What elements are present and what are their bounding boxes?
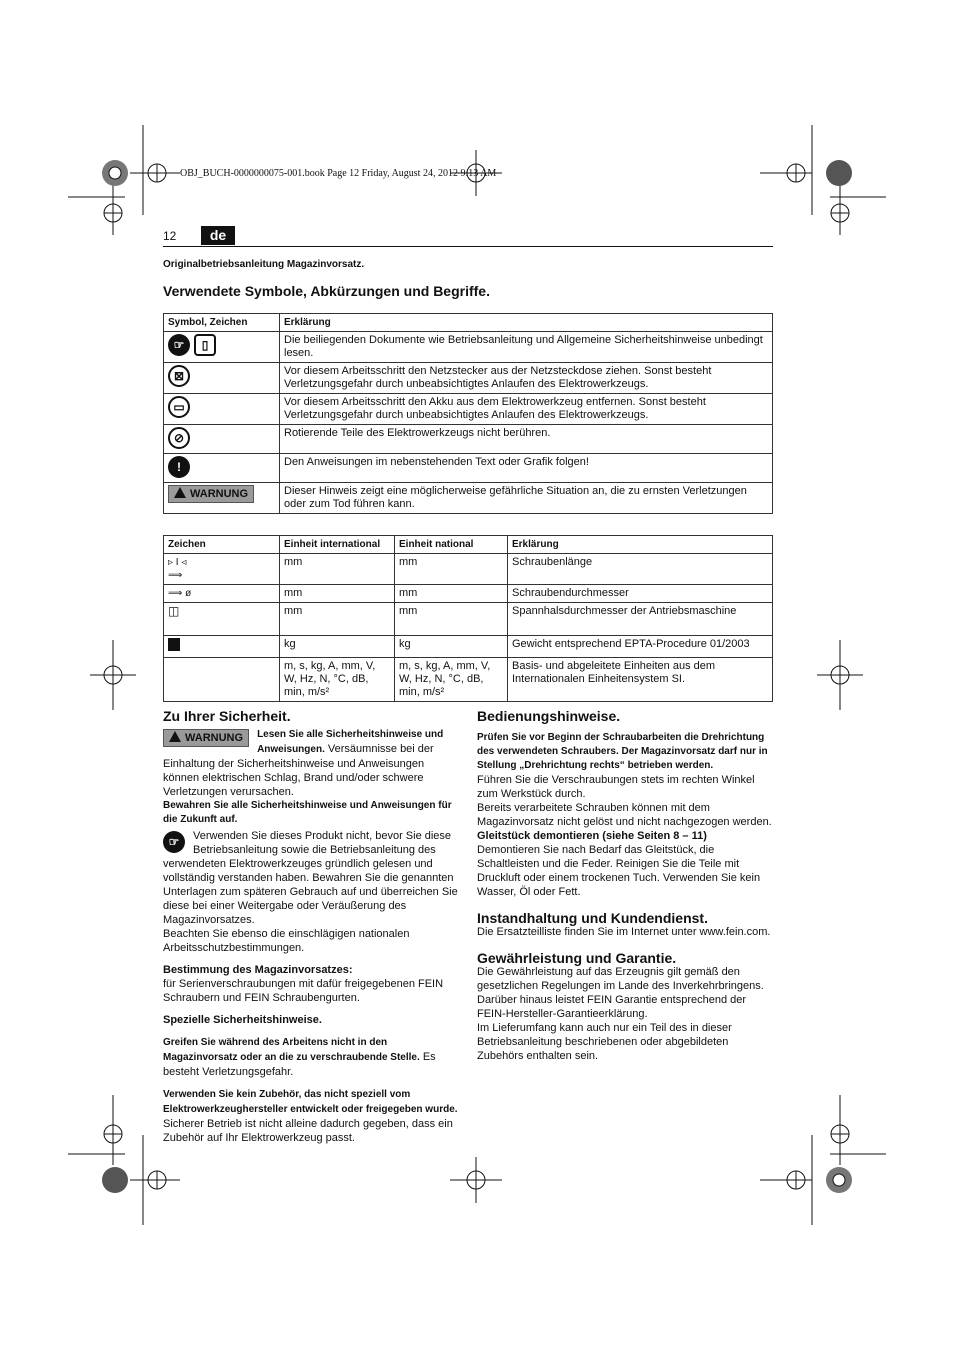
section-title-symbols: Verwendete Symbole, Abkürzungen und Begriffe. — [163, 283, 490, 299]
warning-triangle-icon — [169, 731, 181, 742]
warranty-text-2: Im Lieferumfang kann auch nur ein Teil des in dieser Betriebsanleitung beschriebenen oder abgebildeten Zubehörs enthalten sein. — [477, 1022, 732, 1062]
right-column — [477, 709, 773, 1063]
symbol-cell — [164, 425, 280, 454]
warning-badge: WARNUNG — [163, 729, 249, 747]
table-cell: Vor diesem Arbeitsschritt den Netzstecker aus der Netzsteckdose ziehen. Sonst besteht Verletzungsgefahr durch unbeabsichtigtes Anlaufen des Elektrowerkzeugs. — [280, 363, 773, 394]
header-rule — [163, 246, 773, 247]
language-badge: de — [201, 226, 235, 245]
table-cell: m, s, kg, A, mm, V, W, Hz, N, °C, dB, min, m/s² — [395, 658, 508, 702]
table-cell: mm — [280, 585, 395, 603]
document-title: Originalbetriebsanleitung Magazinvorsatz. — [163, 259, 365, 270]
page-number: 12 — [163, 229, 177, 243]
special-title: Spezielle Sicherheitshinweise. — [163, 1014, 322, 1026]
use-block — [163, 829, 459, 927]
read-manual-icon: ☞ — [163, 831, 185, 853]
section-title-warranty: Gewährleistung und Garantie. — [477, 950, 677, 966]
table-cell: mm — [280, 554, 395, 585]
slide-text: Demontieren Sie nach Bedarf das Gleitstück, die Schaltleisten und die Feder. Reinigen Sie die Teile mit Druckluft oder einem trockenen Tuch. Verwenden Sie kein Wasser, Öl oder Fett. — [477, 844, 761, 898]
warranty-text-1: Die Gewährleistung auf das Erzeugnis gilt gemäß den gesetzlichen Regelungen im Lande des Inverkehrbringens. Darüber hinaus leistet FEIN Garantie entsprechend der FEIN-Hersteller-Garantieerklärung. — [477, 966, 764, 1020]
warning-block — [163, 727, 459, 799]
purpose-title: Bestimmung des Magazinvorsatzes: — [163, 964, 353, 976]
table-header: Erklärung — [280, 314, 773, 332]
table-cell: Dieser Hinweis zeigt eine möglicherweise gefährliche Situation an, die zu ernsten Verletzungen oder zum Tod führen kann. — [280, 483, 773, 514]
table-cell: Rotierende Teile des Elektrowerkzeugs nicht berühren. — [280, 425, 773, 454]
table-cell: mm — [395, 603, 508, 636]
table-header: Symbol, Zeichen — [164, 314, 280, 332]
table-header: Einheit international — [280, 536, 395, 554]
symbol-cell — [164, 363, 280, 394]
warning-badge: WARNUNG — [168, 485, 254, 503]
table-cell: Vor diesem Arbeitsschritt den Akku aus dem Elektrowerkzeug entfernen. Sonst besteht Verletzungsgefahr durch unbeabsichtigtes Anlaufen des Elektrowerkzeugs. — [280, 394, 773, 425]
table-cell: mm — [395, 554, 508, 585]
table-cell: kg — [395, 636, 508, 658]
slide-title: Gleitstück demontieren (siehe Seiten 8 – 11) — [477, 830, 707, 842]
table-cell: mm — [395, 585, 508, 603]
symbol-cell — [164, 454, 280, 483]
symbols-table — [163, 313, 773, 514]
table-header: Einheit national — [395, 536, 508, 554]
table-cell: Basis- und abgeleitete Einheiten aus dem Internationalen Einheitensystem SI. — [508, 658, 773, 702]
table-cell: Den Anweisungen im nebenstehenden Text oder Grafik folgen! — [280, 454, 773, 483]
exclamation-icon: ! — [168, 456, 190, 478]
table-cell: Schraubenlänge — [508, 554, 773, 585]
table-cell: m, s, kg, A, mm, V, W, Hz, N, °C, dB, min, m/s² — [280, 658, 395, 702]
table-cell: Spannhalsdurchmesser der Antriebsmaschine — [508, 603, 773, 636]
screw-diameter-icon: ⟹ ø — [168, 588, 192, 599]
service-text: Die Ersatzteilliste finden Sie im Internet unter www.fein.com. — [477, 926, 771, 938]
symbol-cell — [164, 636, 280, 658]
print-info: OBJ_BUCH-0000000075-001.book Page 12 Friday, August 24, 2012 9:13 AM — [180, 168, 497, 179]
collar-diameter-icon: ◫ — [168, 604, 180, 618]
use-text: Verwenden Sie dieses Produkt nicht, bevor Sie diese Betriebsanleitung sowie die Betriebsanleitung des verwendeten Elektrowerkzeuges gründlich gelesen und vollständig verstanden haben. Bewahren Sie die genannten Unterlagen zum späteren Gebrauch auf und überreichen Sie diese bei einer Weitergabe oder Veräußerung des Magazinvorsatzes. — [163, 830, 458, 926]
section-title-safety: Zu Ihrer Sicherheit. — [163, 708, 291, 724]
symbol-cell — [164, 658, 280, 702]
read-manual-icon: ☞ — [168, 334, 190, 356]
remove-battery-icon: ▭ — [168, 396, 190, 418]
table-cell: Schraubendurchmesser — [508, 585, 773, 603]
section-title-operation: Bedienungshinweise. — [477, 708, 621, 724]
table-cell: kg — [280, 636, 395, 658]
warning-bold-text: Lesen Sie alle Sicherheitshinweise und Anweisungen. — [257, 729, 444, 755]
section-title-service: Instandhaltung und Kundendienst. — [477, 910, 708, 926]
keep-instructions: Bewahren Sie alle Sicherheitshinweise und Anweisungen für die Zukunft auf. — [163, 800, 452, 825]
table-header: Erklärung — [508, 536, 773, 554]
symbol-cell — [164, 483, 280, 514]
symbol-cell — [164, 394, 280, 425]
warning-text: Versäumnisse bei der Einhaltung der Sicherheitshinweise und Anweisungen können elektrischen Schlag, Brand und/oder schwere Verletzungen verursachen. — [163, 743, 434, 798]
symbol-cell — [164, 332, 280, 363]
do-not-touch-icon: ⊘ — [168, 427, 190, 449]
table-cell: mm — [280, 603, 395, 636]
table-cell: Die beiliegenden Dokumente wie Betriebsanleitung und Allgemeine Sicherheitshinweise unbedingt lesen. — [280, 332, 773, 363]
warning-triangle-icon — [174, 487, 186, 498]
operation-text-1: Führen Sie die Verschraubungen stets im rechten Winkel zum Werkstück durch. — [477, 774, 755, 800]
weight-icon — [168, 638, 180, 651]
symbol-cell — [164, 554, 280, 585]
purpose-text: für Serienverschraubungen mit dafür freigegebenen FEIN Schraubern und FEIN Schraubengurten. — [163, 978, 444, 1004]
symbol-cell — [164, 603, 280, 636]
table-cell: Gewicht entsprechend EPTA-Procedure 01/2003 — [508, 636, 773, 658]
table-header: Zeichen — [164, 536, 280, 554]
regs-text: Beachten Sie ebenso die einschlägigen nationalen Arbeitsschutzbestimmungen. — [163, 928, 410, 954]
left-column — [163, 709, 459, 1145]
book-icon: ▯ — [194, 334, 216, 356]
units-table — [163, 535, 773, 702]
grip-paragraph: Greifen Sie während des Arbeitens nicht in den Magazinvorsatz oder an die zu verschraubende Stelle. Es besteht Verletzungsgefahr. — [163, 1037, 436, 1078]
screw-length-icon: ▹ I ◃ ⟹ — [168, 557, 187, 581]
unplug-icon: ⊠ — [168, 365, 190, 387]
accessory-paragraph: Verwenden Sie kein Zubehör, das nicht speziell vom Elektrowerkzeughersteller entwickelt oder freigegeben wurde. Sicherer Betrieb ist nicht alleine dadurch gegeben, dass ein Zubehör auf Ihr Elektrowerkzeug passt. — [163, 1089, 458, 1144]
symbol-cell — [164, 585, 280, 603]
operation-text-2: Bereits verarbeitete Schrauben können mit dem Magazinvorsatz nicht gelöst und nicht nachgezogen werden. — [477, 802, 772, 828]
operation-bold: Prüfen Sie vor Beginn der Schraubarbeiten die Drehrichtung des verwendeten Schraubers. Der Magazinvorsatz darf nur in Stellung „Drehrichtung rechts“ betrieben werden. — [477, 732, 768, 771]
